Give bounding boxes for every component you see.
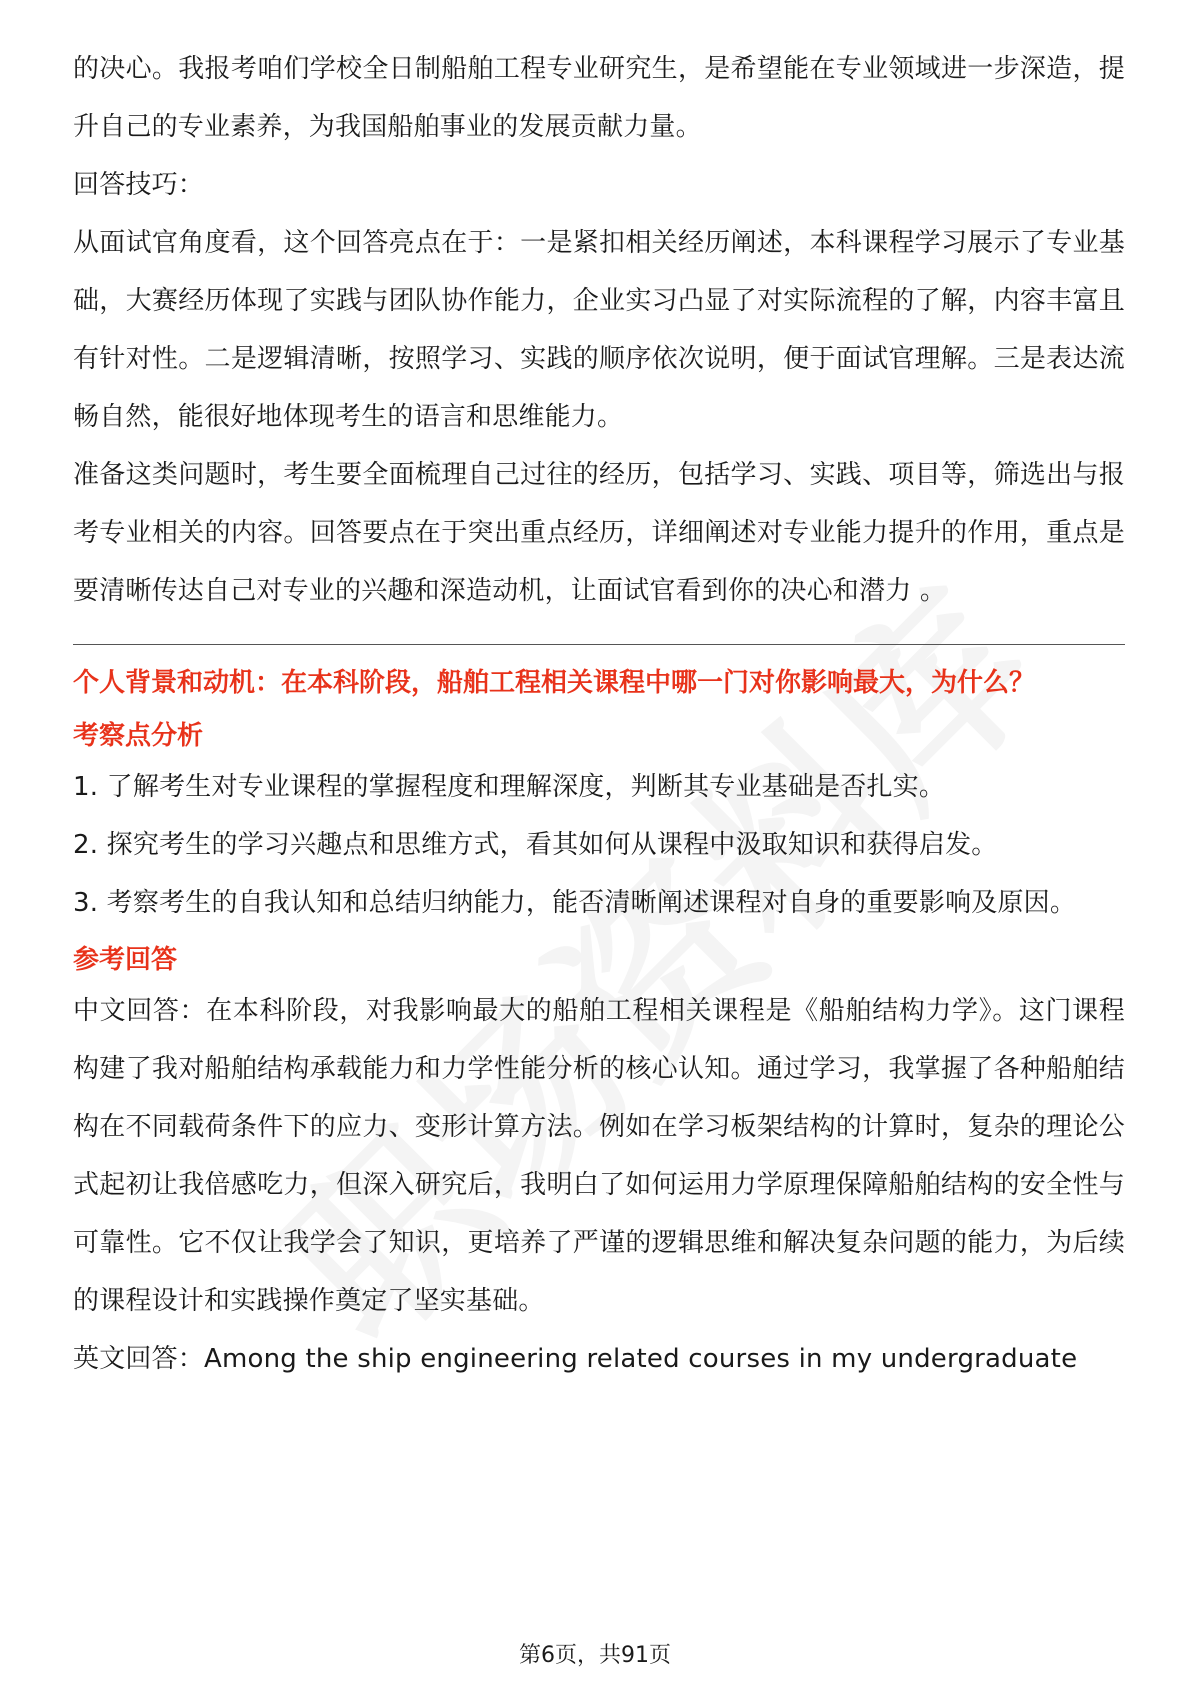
- answer-english: 英文回答：Among the ship engineering related courses in my undergraduate: [73, 1344, 1078, 1374]
- section-divider: [73, 644, 1125, 645]
- document-page: [73, 40, 1125, 1388]
- answer-heading: 参考回答: [73, 945, 178, 975]
- analysis-heading: 考察点分析: [73, 721, 204, 751]
- intro-paragraph-1: 的决心。我报考咱们学校全日制船舶工程专业研究生，是希望能在专业领域进一步深造，提升自己的专业素养，为我国船舶事业的发展贡献力量。: [73, 54, 1125, 142]
- question-title: 个人背景和动机：在本科阶段，船舶工程相关课程中哪一门对你影响最大，为什么？: [73, 668, 1036, 698]
- intro-paragraph-2: 从面试官角度看，这个回答亮点在于：一是紧扣相关经历阐述，本科课程学习展示了专业基础，大赛经历体现了实践与团队协作能力，企业实习凸显了对实际流程的了解，内容丰富且有针对性。二是逻辑清晰，按照学习、实践的顺序依次说明，便于面试官理解。三是表达流畅自然，能很好地体现考生的语言和思维能力。: [73, 228, 1125, 432]
- analysis-point-1: 1. 了解考生对专业课程的掌握程度和理解深度，判断其专业基础是否扎实。: [73, 772, 946, 802]
- analysis-point-3: 3. 考察考生的自我认知和总结归纳能力，能否清晰阐述课程对自身的重要影响及原因。: [73, 888, 1077, 918]
- analysis-point-2: 2. 探究考生的学习兴趣点和思维方式，看其如何从课程中汲取知识和获得启发。: [73, 830, 998, 860]
- page-number: 第6页，共91页: [519, 1643, 671, 1668]
- intro-paragraph-3: 准备这类问题时，考生要全面梳理自己过往的经历，包括学习、实践、项目等，筛选出与报考专业相关的内容。回答要点在于突出重点经历，详细阐述对专业能力提升的作用，重点是要清晰传达自己对专业的兴趣和深造动机，让面试官看到你的决心和潜力 。: [73, 460, 1125, 606]
- tips-label: 回答技巧：: [73, 170, 205, 200]
- answer-chinese: 中文回答：在本科阶段，对我影响最大的船舶工程相关课程是《船舶结构力学》。这门课程构建了我对船舶结构承载能力和力学性能分析的核心认知。通过学习，我掌握了各种船舶结构在不同载荷条件下的应力、变形计算方法。例如在学习板架结构的计算时，复杂的理论公式起初让我倍感吃力，但深入研究后，我明白了如何运用力学原理保障船舶结构的安全性与可靠性。它不仅让我学会了知识，更培养了严谨的逻辑思维和解决复杂问题的能力，为后续的课程设计和实践操作奠定了坚实基础。: [73, 996, 1125, 1316]
